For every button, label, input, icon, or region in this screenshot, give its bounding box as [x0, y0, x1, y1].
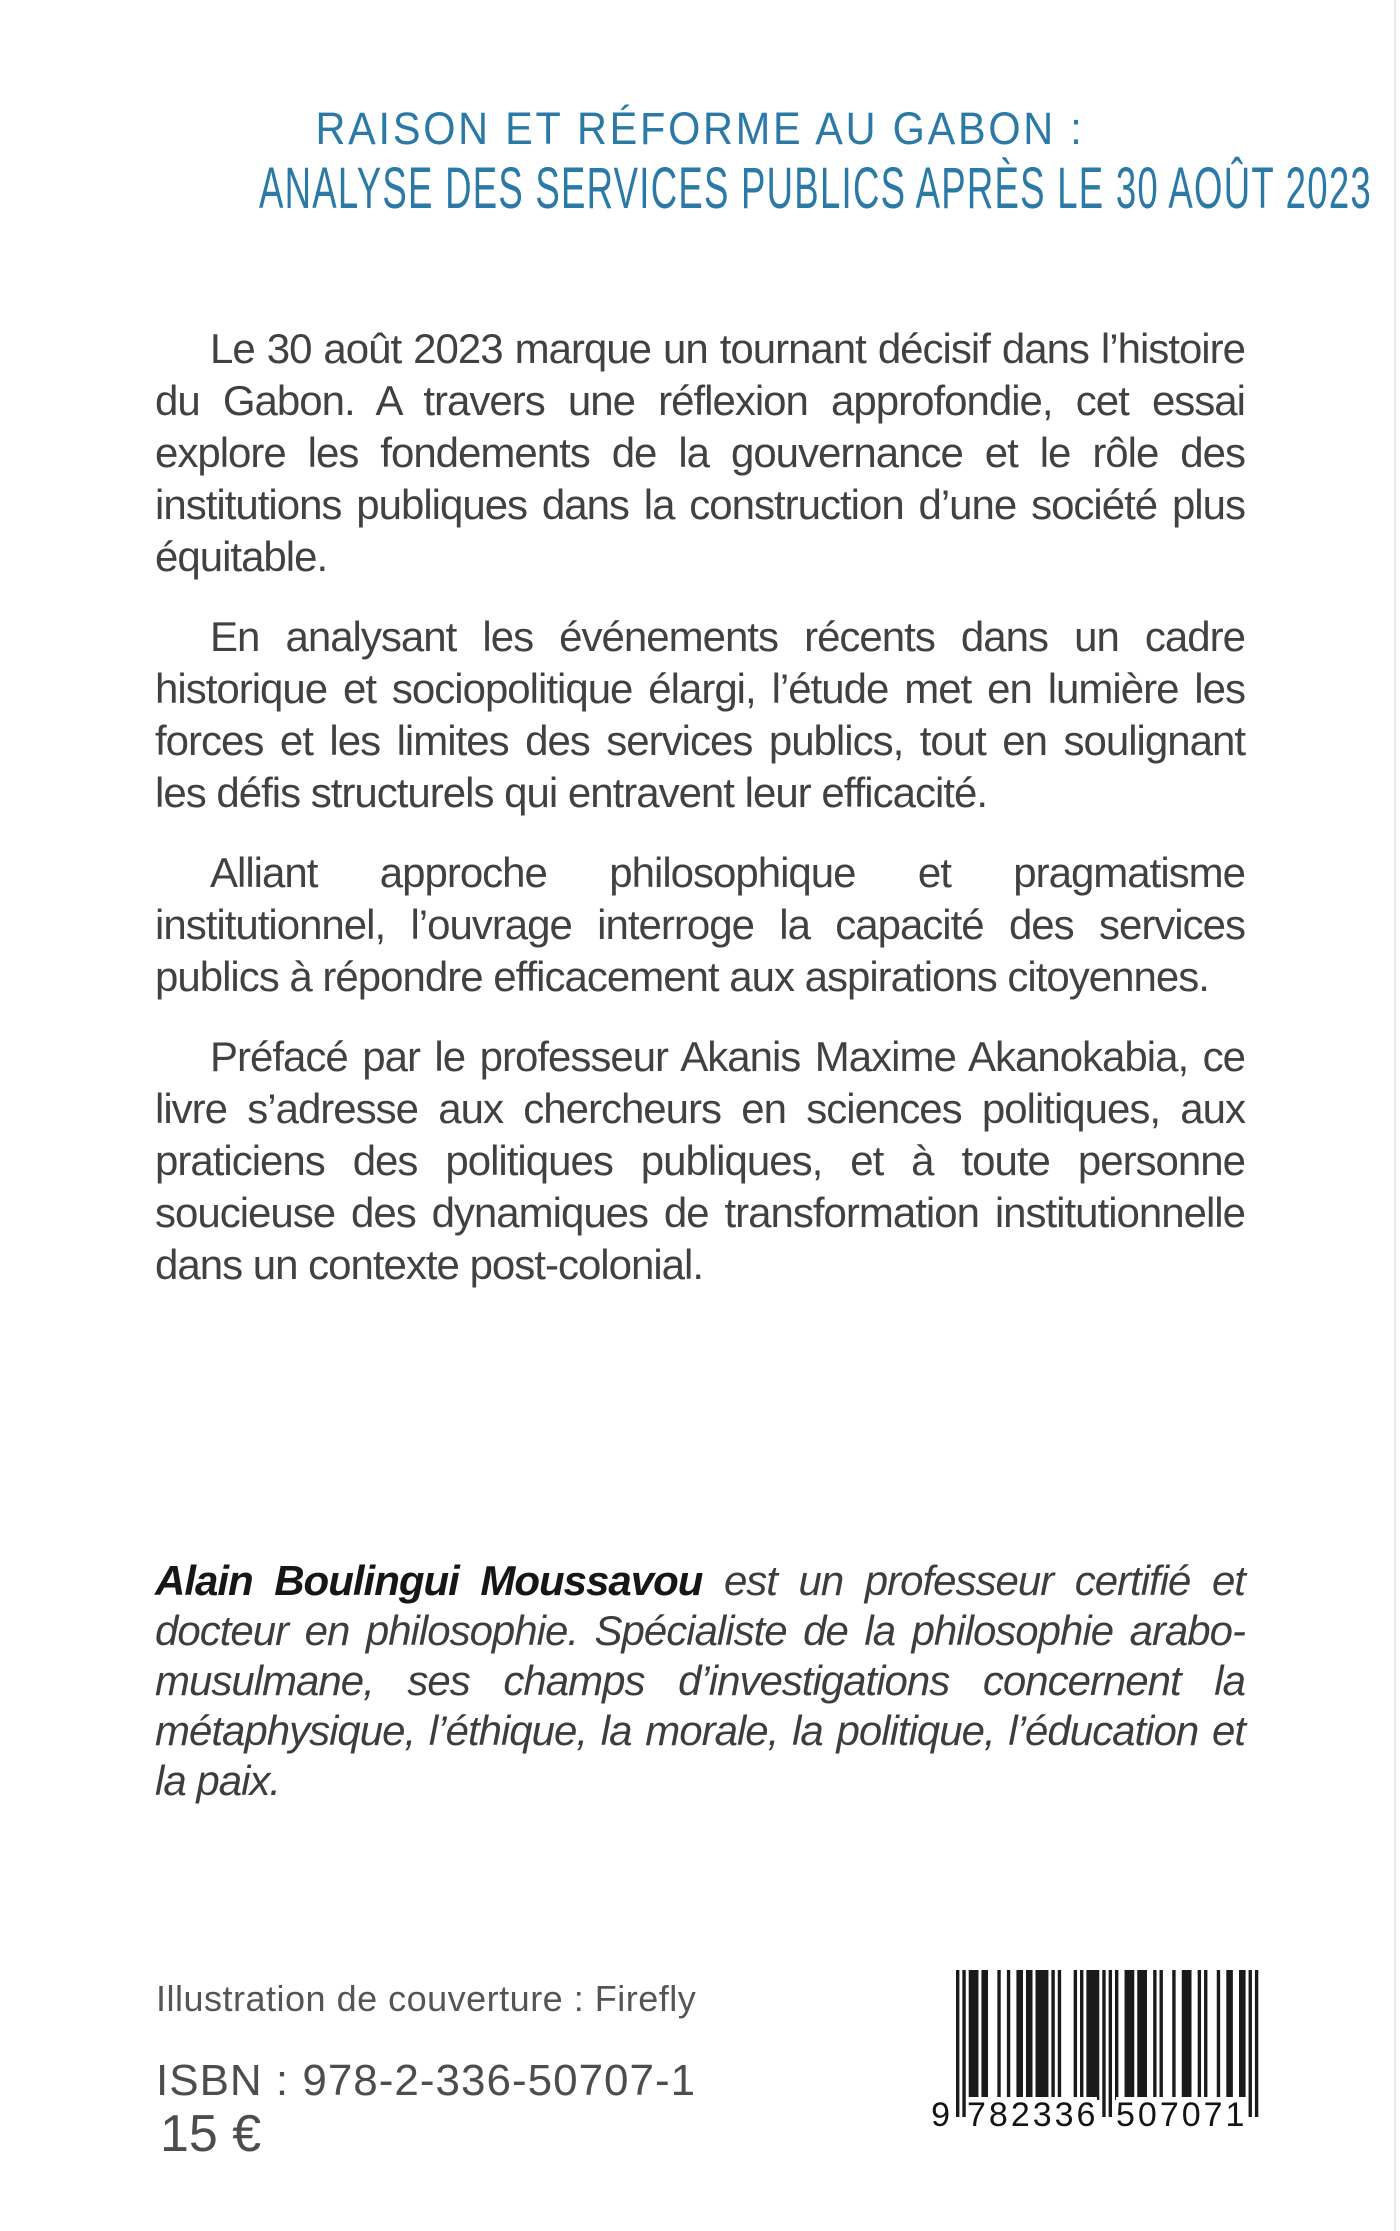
ean-barcode [931, 1970, 1259, 2135]
barcode-digit-lead: 9 [920, 2097, 950, 2133]
book-title-line-2: ANALYSE DES SERVICES PUBLICS APRÈS LE 30 AOÛT 2023 [259, 156, 1373, 221]
isbn-text: ISBN : 978-2-336-50707-1 [156, 2056, 697, 2105]
synopsis-paragraph-3: Alliant approche philosophique et pragmatisme institutionnel, l’ouvrage interroge la capacité des services publics à répondre efficacement aux aspirations citoyennes. [155, 849, 1245, 1000]
synopsis-paragraph-4: Préfacé par le professeur Akanis Maxime Akanokabia, ce livre s’adresse aux chercheurs en sciences politiques, aux praticiens des politiques publiques, et à toute personne soucieuse des dynamiques de transformation institutionnelle dans un contexte post-colonial. [155, 1033, 1245, 1288]
page-edge-line [1394, 0, 1396, 2231]
price-text: 15 € [160, 2105, 262, 2163]
barcode-digits-left: 782336 [967, 2096, 1099, 2134]
synopsis-paragraph-1: Le 30 août 2023 marque un tournant décisif dans l’histoire du Gabon. A travers une réflexion approfondie, cet essai explore les fondements de la gouvernance et le rôle des institutions publiques dans la construction d’une société plus équitable. [155, 325, 1245, 580]
author-name: Alain Boulingui Moussavou [155, 1557, 703, 1604]
book-title-line-1: RAISON ET RÉFORME AU GABON : [315, 103, 1085, 154]
author-bio-text: est un professeur certifié et docteur en philosophie. Spécialiste de la philosophie arabo-musulmane, ses champs d’investigations concernent la métaphysique, l’éthique, la morale, la politique, l’éducation et la paix. [155, 1557, 1245, 1804]
cover-illustration-credit: Illustration de couverture : Firefly [156, 1978, 697, 2019]
synopsis-paragraph-2: En analysant les événements récents dans un cadre historique et sociopolitique élargi, l’étude met en lumière les forces et les limites des services publics, tout en soulignant les défis structurels qui entravent leur efficacité. [155, 613, 1245, 816]
author-bio [155, 1556, 1245, 1806]
synopsis-block [155, 323, 1245, 1319]
barcode-digits-right: 507071 [1116, 2096, 1248, 2134]
